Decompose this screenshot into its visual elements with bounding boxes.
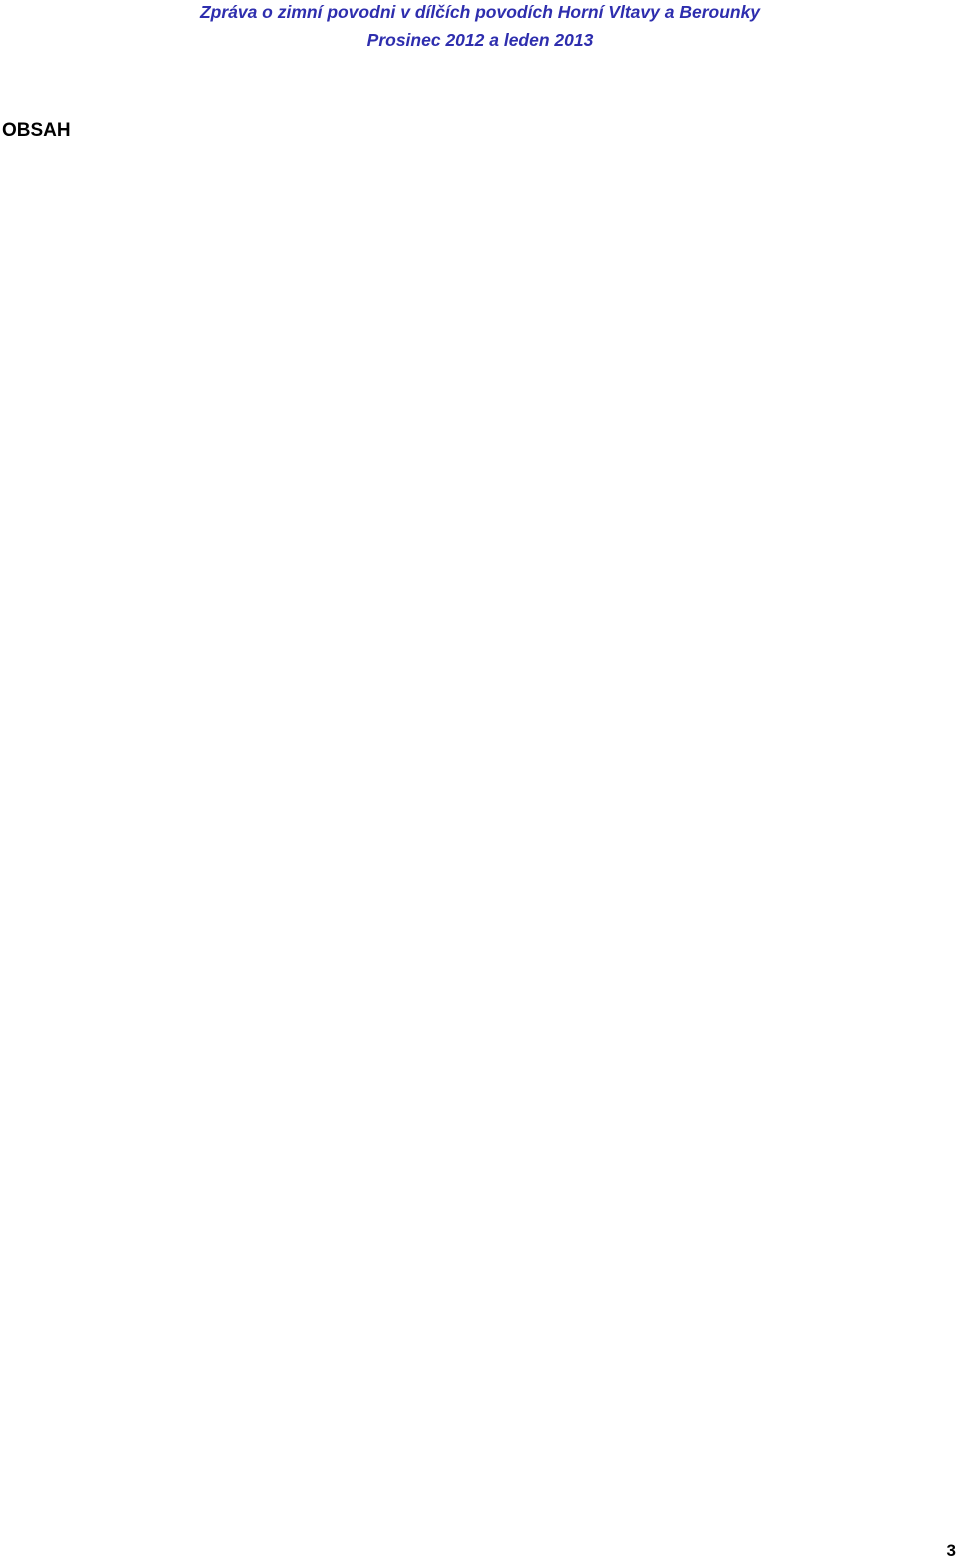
page-number: 3 (946, 1541, 956, 1560)
header-date: Prosinec 2012 a leden 2013 (366, 30, 594, 50)
toc-heading: OBSAH (2, 120, 71, 141)
header-title: Zpráva o zimní povodni v dílčích povodích Horní Vltavy a Berounky (199, 2, 761, 22)
